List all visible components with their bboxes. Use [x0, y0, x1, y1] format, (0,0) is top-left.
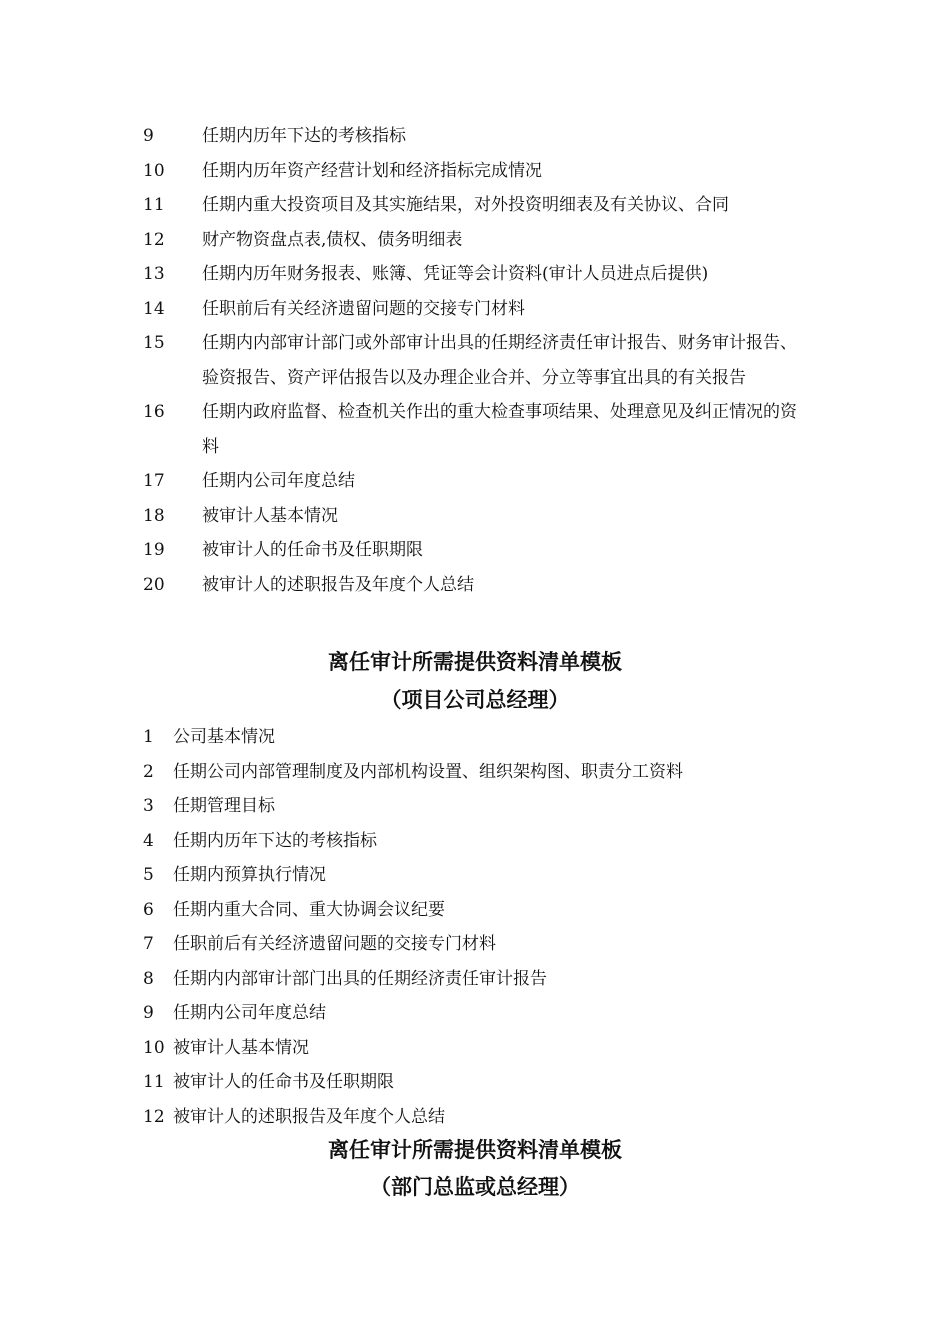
item-number: 12 [143, 229, 165, 250]
item-text: 财产物资盘点表,债权、债务明细表 [202, 229, 463, 250]
materials-list-project-gm [143, 720, 813, 1134]
list-item [143, 292, 808, 327]
item-text: 任期公司内部管理制度及内部机构设置、组织架构图、职责分工资料 [173, 761, 683, 782]
item-text: 任期内历年资产经营计划和经济指标完成情况 [202, 160, 542, 181]
item-number: 11 [143, 1072, 165, 1092]
list-item [143, 464, 808, 499]
item-number: 17 [143, 471, 165, 491]
item-number: 19 [143, 540, 165, 560]
item-text: 任期内重大合同、重大协调会议纪要 [173, 899, 445, 920]
item-text: 公司基本情况 [173, 727, 275, 747]
item-number: 14 [143, 298, 165, 319]
item-text: 任职前后有关经济遗留问题的交接专门材料 [202, 298, 525, 319]
item-text: 任期内历年财务报表、账簿、凭证等会计资料(审计人员进点后提供) [202, 264, 709, 284]
list-item [143, 188, 808, 223]
item-text: 任期管理目标 [173, 796, 275, 816]
list-item [143, 326, 808, 395]
item-number: 10 [143, 1037, 165, 1058]
item-number: 8 [143, 968, 154, 989]
item-text: 被审计人基本情况 [173, 1037, 309, 1058]
section-title: 离任审计所需提供资料清单模板 [328, 1137, 622, 1162]
item-number: 3 [143, 796, 154, 816]
list-item [143, 154, 808, 189]
list-item [143, 755, 813, 790]
item-number: 13 [143, 264, 165, 284]
item-number: 9 [143, 126, 154, 146]
item-number: 1 [143, 727, 154, 747]
item-number: 12 [143, 1106, 165, 1127]
item-number: 10 [143, 160, 165, 181]
item-number: 4 [143, 830, 154, 851]
list-item [143, 533, 808, 568]
list-item [143, 568, 808, 603]
item-number: 16 [143, 402, 165, 422]
materials-list-continued [143, 119, 808, 602]
item-text: 任期内历年下达的考核指标 [173, 830, 377, 851]
item-number: 9 [143, 1003, 154, 1023]
item-text: 任职前后有关经济遗留问题的交接专门材料 [173, 934, 496, 954]
list-item [143, 119, 808, 154]
list-item [143, 962, 813, 997]
item-text: 任期内重大投资项目及其实施结果，对外投资明细表及有关协议、合同 [202, 195, 729, 215]
list-item [143, 996, 813, 1031]
list-item [143, 789, 813, 824]
section-subtitle: （项目公司总经理） [380, 687, 570, 712]
list-item [143, 824, 813, 859]
item-text: 被审计人的任命书及任职期限 [202, 540, 423, 560]
list-item [143, 1031, 813, 1066]
item-text: 被审计人的任命书及任职期限 [173, 1072, 394, 1092]
item-text: 被审计人基本情况 [202, 505, 338, 526]
item-text: 被审计人的述职报告及年度个人总结 [202, 574, 474, 595]
item-number: 18 [143, 505, 165, 526]
section-title: 离任审计所需提供资料清单模板 [328, 649, 622, 674]
item-number: 20 [143, 574, 165, 595]
list-item [143, 223, 808, 258]
list-item [143, 1065, 813, 1100]
item-number: 5 [143, 865, 154, 885]
item-text: 任期内公司年度总结 [202, 471, 355, 491]
item-number: 15 [143, 333, 165, 353]
section-subtitle: （部门总监或总经理） [370, 1174, 580, 1199]
list-item [143, 499, 808, 534]
item-number: 11 [143, 195, 165, 215]
item-number: 6 [143, 899, 154, 920]
item-text: 任期内预算执行情况 [173, 865, 326, 885]
item-number: 2 [143, 761, 154, 782]
list-item [143, 257, 808, 292]
item-text: 任期内公司年度总结 [173, 1003, 326, 1023]
item-number: 7 [143, 934, 154, 954]
item-text: 任期内内部审计部门或外部审计出具的任期经济责任审计报告、财务审计报告、验资报告、资产评估报告以及办理企业合并、分立等事宜出具的有关报告 [202, 333, 797, 388]
item-text: 被审计人的述职报告及年度个人总结 [173, 1106, 445, 1127]
item-text: 任期内政府监督、检查机关作出的重大检查事项结果、处理意见及纠正情况的资料 [202, 402, 797, 457]
item-text: 任期内历年下达的考核指标 [202, 126, 406, 146]
list-item [143, 858, 813, 893]
list-item [143, 395, 808, 464]
list-item [143, 720, 813, 755]
list-item [143, 893, 813, 928]
list-item [143, 927, 813, 962]
item-text: 任期内内部审计部门出具的任期经济责任审计报告 [173, 968, 547, 989]
list-item [143, 1100, 813, 1135]
